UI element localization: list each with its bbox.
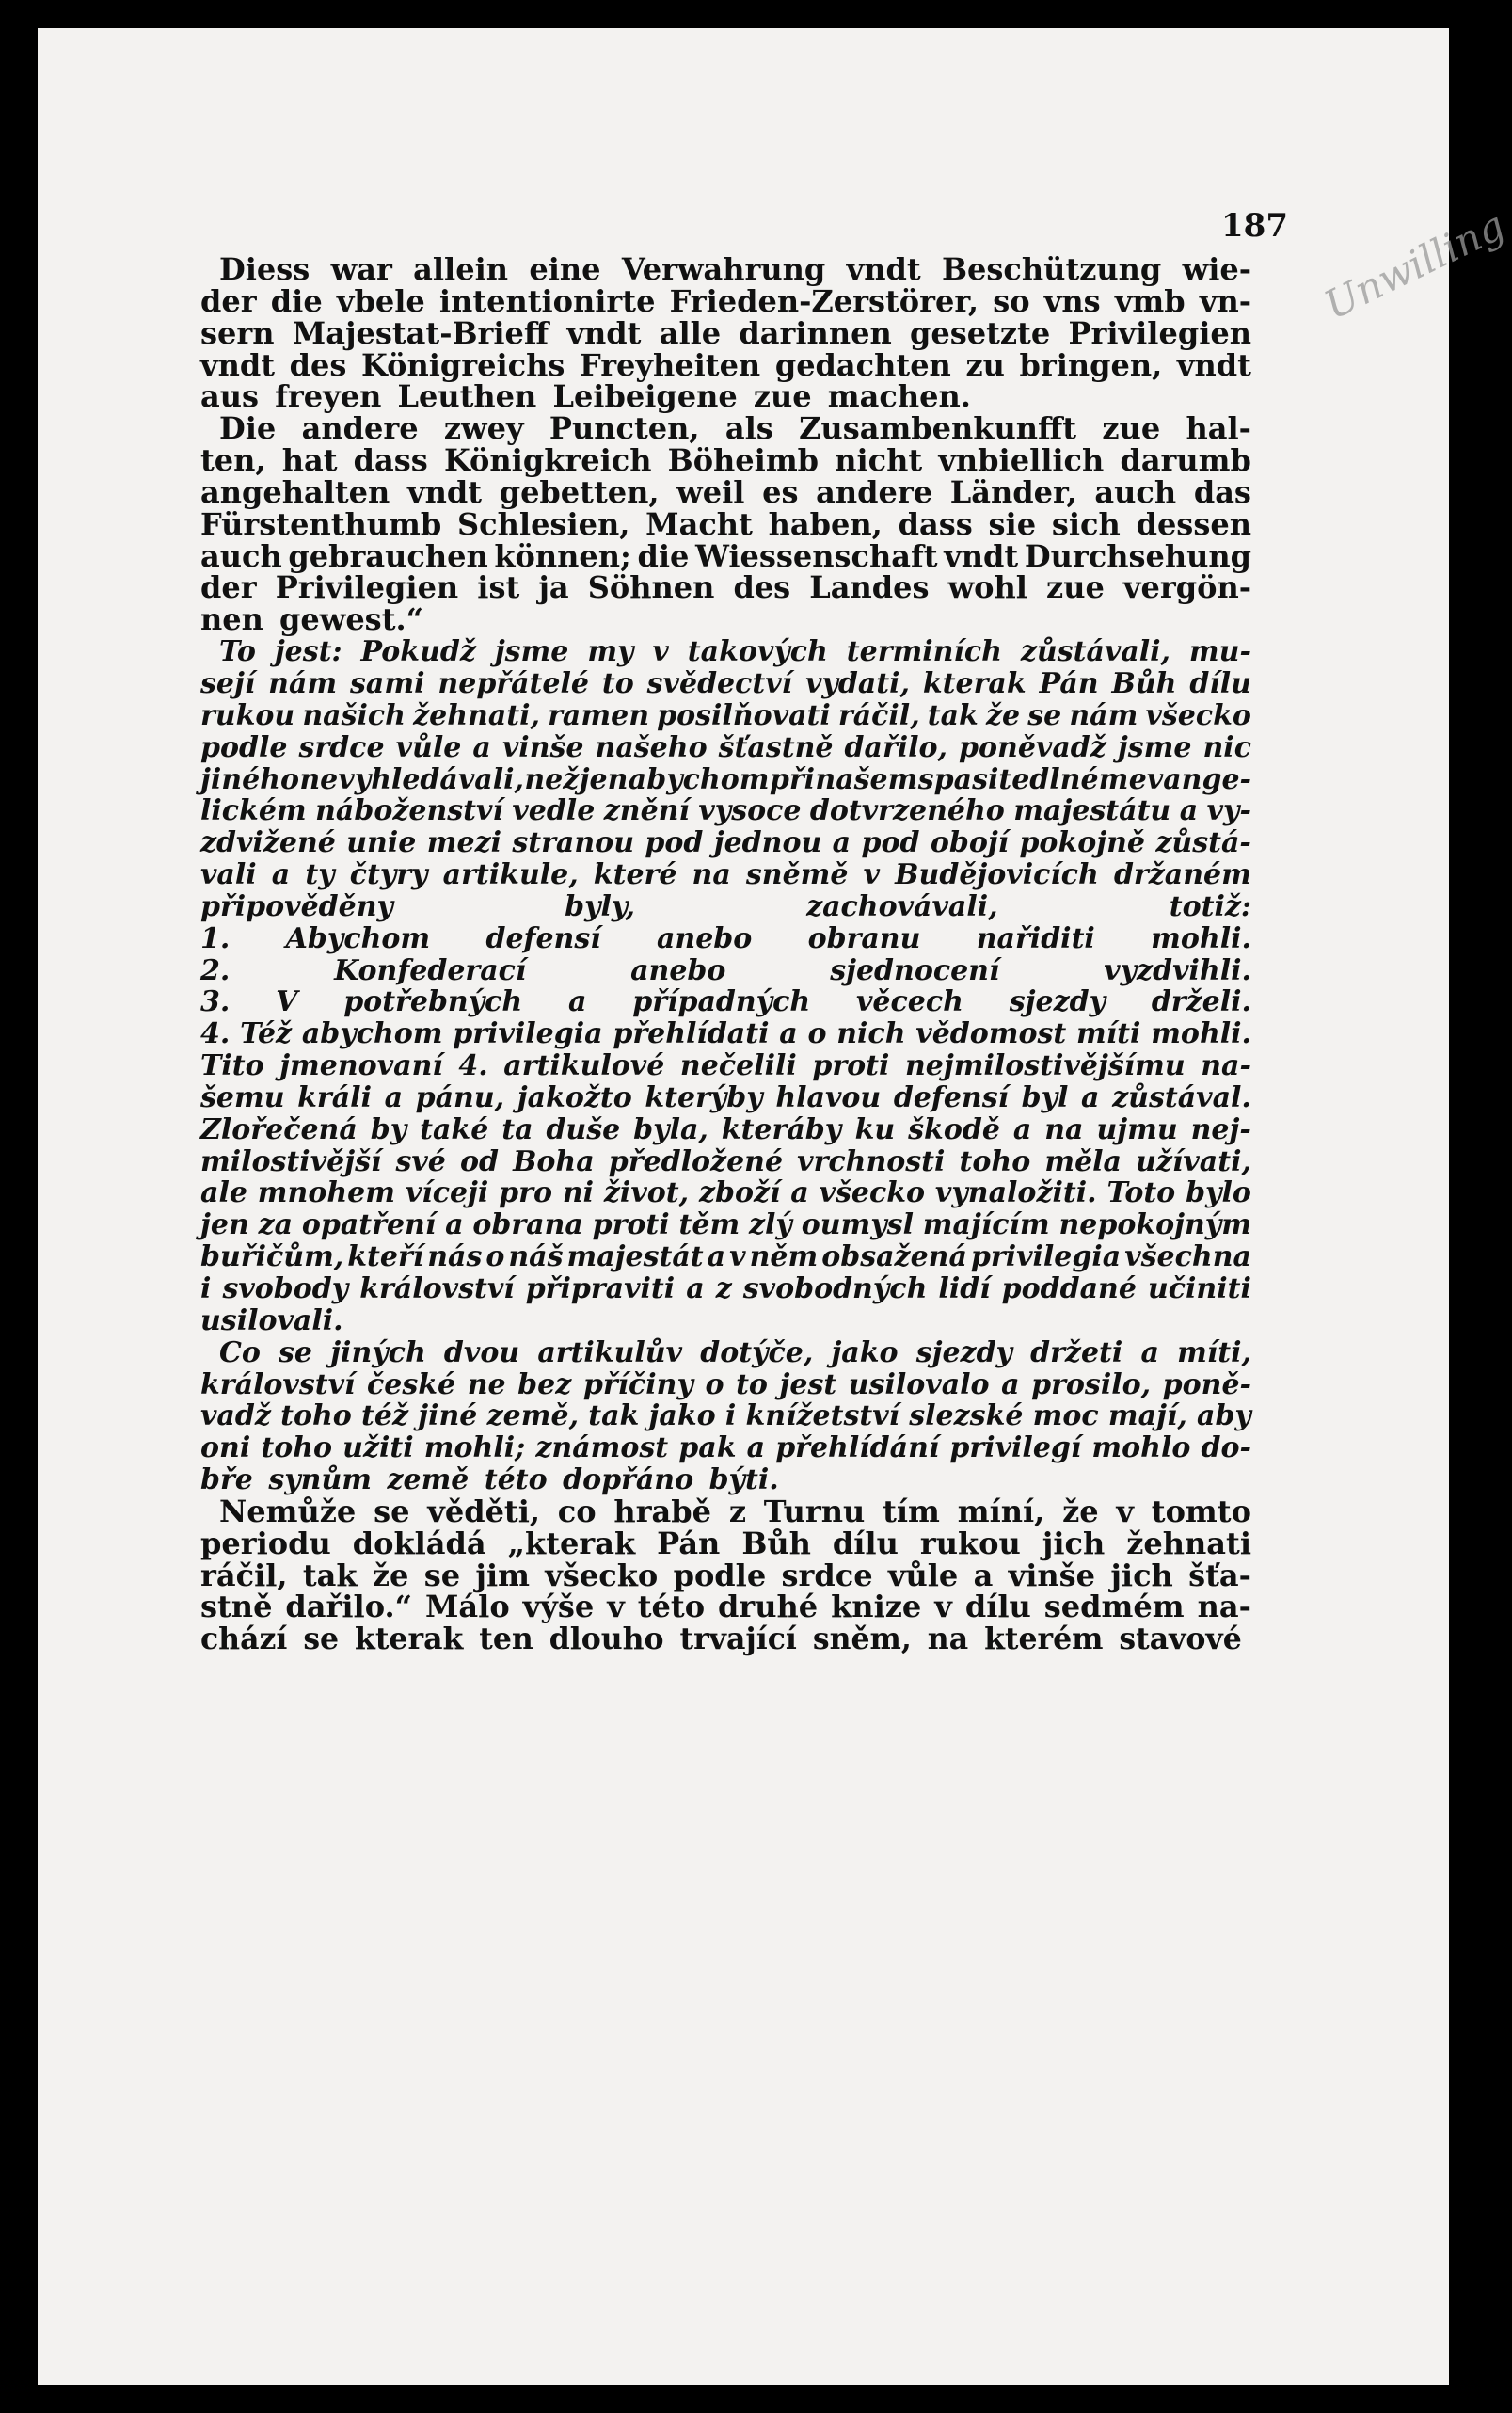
text-line: rukou našich žehnati, ramen posilňovati ráčil, tak že se nám všecko [200, 698, 1251, 732]
text-line: Zlořečená by také ta duše byla, kterábу ku škodě a na ujmu nej- [200, 1112, 1251, 1146]
text-line: šemu králi a pánu, jakožto kterýby hlavou defensí byl a zůstával. [200, 1080, 1251, 1114]
text-line: der die vbele intentionirte Frieden-Zerstörer, so vns vmb vn- [200, 282, 1251, 319]
text-line: sejí nám sami nepřátelé to svědectví vydati, kterak Pán Bůh dílu [200, 666, 1251, 700]
text-line: bře synům země této dopřáno býti. [200, 1463, 779, 1497]
text-line: Die andere zwey Puncten, als Zusambenkunfft zue hal- [219, 410, 1251, 447]
text-line: vali a ty čtyry artikule, které na sněmě v Budějovicích držaném [200, 858, 1251, 892]
text-line: milostivější své od Boha předložené vrchnosti toho měla užívati, [200, 1144, 1251, 1178]
text-line: jiného nevyhledávali, než jen abychom při našem spasitedlném evange- [200, 762, 1251, 796]
body-text [200, 251, 1251, 1657]
text-line: ten, hat dass Königkreich Böheimb nicht vnbiellich darumb [200, 442, 1251, 479]
page-number: 187 [1221, 207, 1288, 245]
text-line: buřičům, kteří nás o náš majestát a v něm obsažená privilegia všechna [200, 1240, 1251, 1274]
text-line: lickém náboženství vedle znění vysoce dotvrzeného majestátu a vy- [200, 794, 1251, 828]
paragraph [200, 410, 1251, 638]
text-line: podle srdce vůle a vinše našeho šťastně dařilo, poněvadž jsme nic [200, 730, 1251, 764]
text-line: angehalten vndt gebetten, weil es andere Länder, auch das [200, 473, 1251, 510]
text-line: oni toho užiti mohli; známost pak a přehlídání privilegí mohlo do- [200, 1431, 1251, 1465]
text-line: ale mnohem víceji pro ni život, zboží a všecko vynaložiti. Toto bylo [200, 1176, 1251, 1210]
text-line: Tito jmenovaní 4. artikulové nečelili proti nejmilostivějšímu na- [200, 1049, 1251, 1083]
text-line: Nemůže se věděti, co hrabě z Turnu tím míní, že v tomto [219, 1493, 1251, 1529]
text-line: 3. V potřebných a případných věcech sjezdy drželi. [200, 985, 1251, 1019]
text-line: vndt des Königreichs Freyheiten gedachten zu bringen, vndt [200, 346, 1251, 383]
paragraph [200, 636, 1251, 1337]
margin-handwritten-note: Unwilling [1317, 201, 1512, 329]
text-line: aus freyen Leuthen Leibeigene zue machen. [200, 378, 971, 415]
text-line: vadž toho též jiné země, tak jako i knížetství slezské moc mají, aby [200, 1399, 1251, 1433]
text-line: Diess war allein eine Verwahrung vndt Beschützung wie- [219, 251, 1251, 287]
text-line: nen gewest.“ [200, 601, 424, 638]
text-line: Co se jiných dvou artikulův dotýče, jako sjezdy držeti a míti, [219, 1335, 1251, 1369]
text-line: usilovali. [200, 1303, 343, 1337]
text-line: Fürstenthumb Schlesien, Macht haben, dass sie sich dessen [200, 505, 1251, 542]
text-line: sern Majestat-Brieff vndt alle darinnen gesetzte Privilegien [200, 314, 1251, 351]
text-line: auch gebrauchen können; die Wiessenschaft vndt Durchsehung [200, 537, 1251, 574]
paragraph [200, 1337, 1251, 1496]
text-line: stně dařilo.“ Málo výše v této druhé knize v dílu sedmém na- [200, 1589, 1251, 1625]
text-line: chází se kterak ten dlouho trvající sněm, na kterém stavové [200, 1622, 1242, 1657]
text-line: zdvižené unie mezi stranou pod jednou a pod obojí pokojně zůstá- [200, 826, 1251, 860]
paragraph [200, 1493, 1251, 1657]
paragraph [200, 251, 1251, 415]
text-line: 4. Též abychom privilegia přehlídati a o nich vědomost míti mohli. [200, 1017, 1251, 1051]
text-line: der Privilegien ist ja Söhnen des Landes wohl zue vergön- [200, 569, 1251, 606]
text-line: periodu dokládá „kterak Pán Bůh dílu rukou jich žehnati [200, 1525, 1251, 1561]
text-line: To jest: Pokudž jsme my v takových terminích zůstávali, mu- [219, 635, 1251, 669]
text-line: jen za opatření a obrana proti těm zlý oumysl majícím nepokojným [200, 1208, 1251, 1242]
text-line: království české ne bez příčiny o to jest usilovalo a prosilo, poně- [200, 1367, 1251, 1401]
text-line: 1. Abychom defensí anebo obranu nařiditi mohli. [200, 921, 1251, 955]
text-line: ráčil, tak že se jim všecko podle srdce vůle a vinše jich šťa- [200, 1557, 1251, 1593]
text-line: 2. Konfederací anebo sjednocení vyzdvihli. [200, 953, 1251, 987]
text-line: připověděny byly, zachovávali, totiž: [200, 889, 1251, 923]
text-line: i svobody království připraviti a z svobodných lidí poddané učiniti [200, 1272, 1251, 1305]
